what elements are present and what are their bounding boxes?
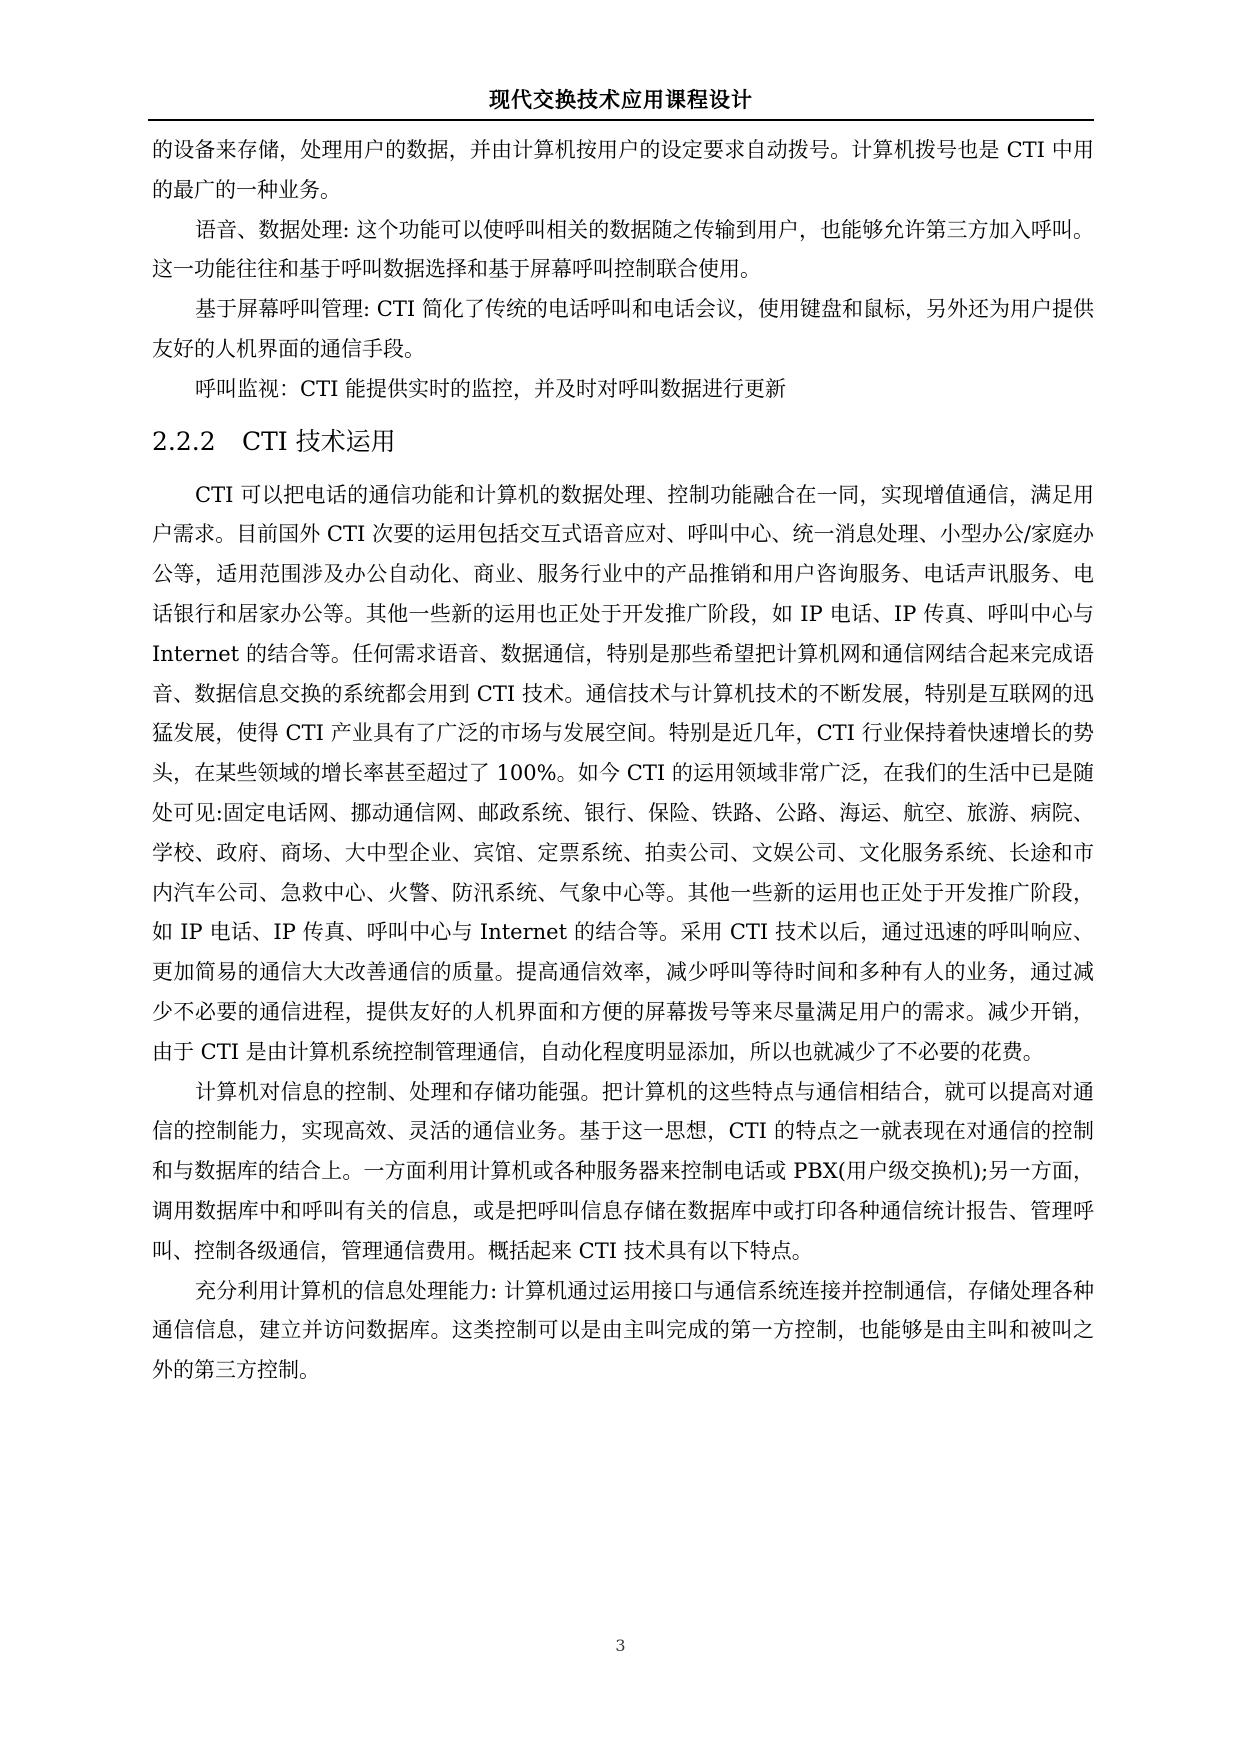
paragraph-call-monitor: 呼叫监视：CTI 能提供实时的监控，并及时对呼叫数据进行更新 <box>195 376 787 401</box>
paragraph-voice-data: 语音、数据处理: 这个功能可以使呼叫相关的数据随之传输到用户，也能够允许第三方加入呼叫。这一功能往往和基于呼叫数据选择和基于屏幕呼叫控制联合使用。 <box>152 217 1094 282</box>
page-number: 3 <box>615 1636 626 1655</box>
section-title: CTI 技术运用 <box>242 426 396 456</box>
body-text <box>152 131 1094 1391</box>
paragraph-cti-applications: CTI 可以把电话的通信功能和计算机的数据处理、控制功能融合在一同，实现增值通信，满足用户需求。目前国外 CTI 次要的运用包括交互式语音应对、呼叫中心、统一消息处理、小型办公/家庭办公等，适用范围涉及办公自动化、商业、服务行业中的产品推销和用户咨询服务、电话声讯服务、电话银行和居家办公等。其他一些新的运用也正处于开发推广阶段，如 IP 电话、IP 传真、呼叫中心与 Internet 的结合等。任何需求语音、数据通信，特别是那些希望把计算机网和通信网结合起来完成语音、数据信息交换的系统都会用到 CTI 技术。通信技术与计算机技术的不断发展，特别是互联网的迅猛发展，使得 CTI 产业具有了广泛的市场与发展空间。特别是近几年，CTI 行业保持着快速增长的势头，在某些领域的增长率甚至超过了 100%。如今 CTI 的运用领域非常广泛，在我们的生活中已是随处可见:固定电话网、挪动通信网、邮政系统、银行、保险、铁路、公路、海运、航空、旅游、病院、学校、政府、商场、大中型企业、宾馆、定票系统、拍卖公司、文娱公司、文化服务系统、长途和市内汽车公司、急救中心、火警、防汛系统、气象中心等。其他一些新的运用也正处于开发推广阶段，如 IP 电话、IP 传真、呼叫中心与 Internet 的结合等。采用 CTI 技术以后，通过迅速的呼叫响应、更加简易的通信大大改善通信的质量。提高通信效率，减少呼叫等待时间和多种有人的业务，通过减少不必要的通信进程，提供友好的人机界面和方便的屏幕拨号等来尽量满足用户的需求。减少开销，由于 CTI 是由计算机系统控制管理通信，自动化程度明显添加，所以也就减少了不必要的花费。 <box>152 482 1094 1064</box>
paragraph-cti-features: 计算机对信息的控制、处理和存储功能强。把计算机的这些特点与通信相结合，就可以提高对通信的控制能力，实现高效、灵活的通信业务。基于这一思想，CTI 的特点之一就表现在对通信的控制和与数据库的结合上。一方面利用计算机或各种服务器来控制电话或 PBX(用户级交换机);另一方面，调用数据库中和呼叫有关的信息，或是把呼叫信息存储在数据库中或打印各种通信统计报告、管理呼叫、控制各级通信，管理通信费用。概括起来 CTI 技术具有以下特点。 <box>152 1079 1094 1263</box>
section-number: 2.2.2 <box>152 426 216 456</box>
running-header: 现代交换技术应用课程设计 <box>489 88 753 112</box>
header-rule <box>148 119 1094 121</box>
paragraph-continuation: 的设备来存储，处理用户的数据，并由计算机按用户的设定要求自动拨号。计算机拨号也是 CTI 中用的最广的一种业务。 <box>152 138 1094 202</box>
section-heading <box>152 410 1094 476</box>
paragraph-info-processing: 充分利用计算机的信息处理能力: 计算机通过运用接口与通信系统连接并控制通信，存储处理各种通信信息，建立并访问数据库。这类控制可以是由主叫完成的第一方控制，也能够是由主叫和被叫之外的第三方控制。 <box>152 1278 1094 1383</box>
paragraph-screen-call: 基于屏幕呼叫管理: CTI 简化了传统的电话呼叫和电话会议，使用键盘和鼠标，另外还为用户提供友好的人机界面的通信手段。 <box>152 297 1094 361</box>
